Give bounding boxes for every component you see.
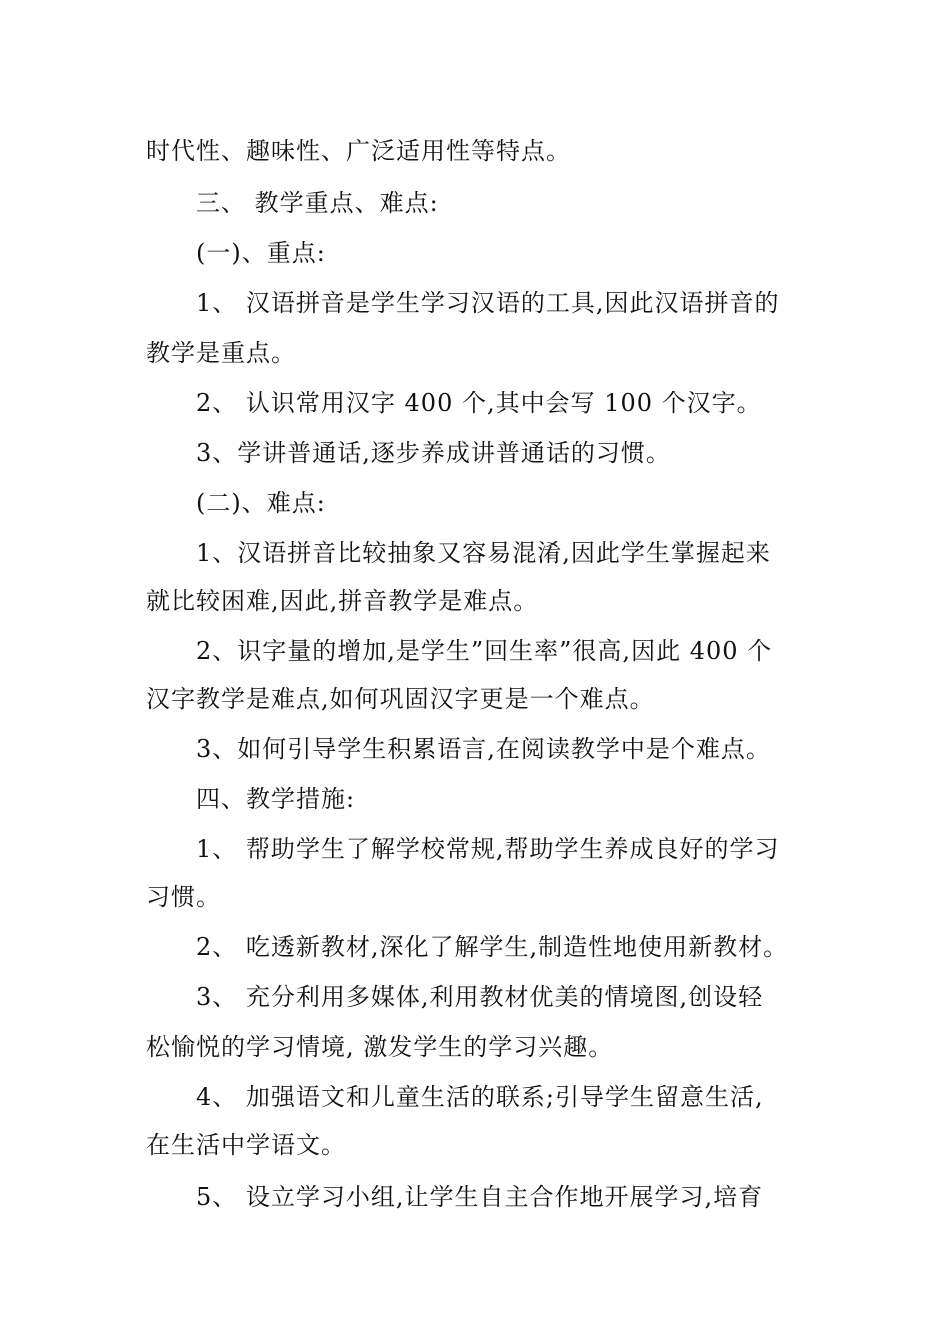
- subsection-heading: (一)、重点:: [196, 239, 326, 267]
- text-line: 3、如何引导学生积累语言,在阅读教学中是个难点。: [196, 735, 771, 763]
- text-line: 2、 吃透新教材,深化了解学生,制造性地使用新教材。: [196, 933, 789, 961]
- text-line: 习惯。: [146, 883, 221, 911]
- text-line: 3、 充分利用多媒体,利用教材优美的情境图,创设轻: [196, 983, 764, 1011]
- subsection-heading: (二)、难点:: [196, 489, 326, 517]
- text-line: 3、学讲普通话,逐步养成讲普通话的习惯。: [196, 439, 671, 467]
- text-line: 1、汉语拼音比较抽象又容易混淆,因此学生掌握起来: [196, 539, 771, 567]
- text-line: 1、 汉语拼音是学生学习汉语的工具,因此汉语拼音的: [196, 289, 780, 317]
- text-line: 1、 帮助学生了解学校常规,帮助学生养成良好的学习: [196, 835, 780, 863]
- text-line: 松愉悦的学习情境, 激发学生的学习兴趣。: [146, 1033, 614, 1061]
- text-line: 4、 加强语文和儿童生活的联系;引导学生留意生活,: [196, 1083, 764, 1111]
- text-line: 汉字教学是难点,如何巩固汉字更是一个难点。: [146, 685, 655, 713]
- text-line: 2、识字量的增加,是学生”回生率”很高,因此 400 个: [196, 637, 773, 665]
- text-line: 2、 认识常用汉字 400 个,其中会写 100 个汉字。: [196, 389, 762, 417]
- text-line: 5、 设立学习小组,让学生自主合作地开展学习,培育: [196, 1183, 764, 1211]
- text-line: 时代性、趣味性、广泛适用性等特点。: [146, 137, 571, 165]
- section-heading: 三、 教学重点、难点:: [196, 189, 439, 217]
- text-line: 就比较困难,因此,拼音教学是难点。: [146, 587, 539, 615]
- section-heading: 四、教学措施:: [196, 785, 356, 813]
- text-line: 在生活中学语文。: [146, 1131, 346, 1159]
- text-line: 教学是重点。: [146, 339, 296, 367]
